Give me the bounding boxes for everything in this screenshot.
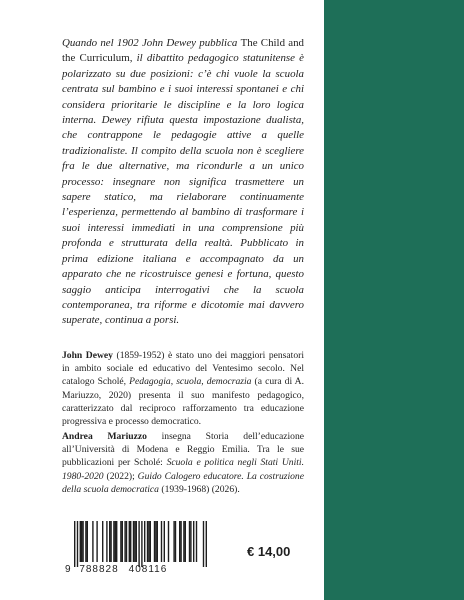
editor-bio-text-1: insegna Storia dell’educazione all’Università di Modena e Reggio Emilia. Tra le sue pubblicazioni per Scholé: [62,431,304,469]
barcode-bar [134,521,135,562]
cover-blurb [62,36,304,329]
isbn-barcode [62,519,222,574]
author-bio [62,349,304,428]
barcode-bar [196,521,197,562]
barcode-bar [92,521,93,562]
barcode-bar [154,521,155,562]
editor-name: Andrea Mariuzzo [62,431,147,442]
editor-bio-text-2: (2022); [103,470,138,482]
barcode-bar [206,521,207,567]
barcode-bar [77,521,78,567]
barcode-bar [115,521,116,562]
barcode-bar [138,521,139,567]
green-spine-stripe [324,0,464,600]
barcode-bar [129,521,130,562]
barcode-bar [126,521,127,562]
barcode-bar [183,521,184,562]
barcode-bar [130,521,131,562]
barcode-bar [110,521,111,562]
barcode-bar [173,521,174,562]
barcode-bar [203,521,204,567]
barcode-bar [81,521,82,562]
barcode-bar [141,521,142,567]
barcode-bar [116,521,117,562]
barcode-bar [147,521,148,562]
barcode-bar [193,521,194,562]
editor-bio-book-1: Scuola e politica negli Stati Uniti. 1980-2020 [62,457,304,482]
barcode-bar [155,521,156,562]
barcode-bar [109,521,110,562]
barcode-bar [106,521,107,562]
barcode-bar [122,521,123,562]
barcode-right-digits: 408116 [128,564,168,574]
barcode-bar [175,521,176,562]
author-name: John Dewey [62,350,113,361]
price-label: € 14,00 [247,544,291,559]
barcode-bar [144,521,145,562]
barcode-first-digit: 9 [65,564,71,574]
barcode-bar [74,521,75,567]
barcode-bar [136,521,137,562]
author-bio-book: Pedagogia, scuola, democrazia [129,376,252,388]
editor-bio [62,430,304,496]
blurb-book-title: The Child and the Curriculum [62,37,304,65]
barcode-bar [120,521,121,562]
blurb-text-2: , il dibattito pedagogico statunitense è polarizzato su due posizioni: c’è chi vuole la scuola centrata sul bambino e i suoi interessi spontanei e chi considera prioritarie le discipline e la loro logica interna. Dewey rifiuta questa impostazione dualista, che contrappone le pedagogie attive a quelle tradizionaliste. Il compito della scuola non è scegliere fra le due alternative, ma ricondurle a un unico processo: insegnare non significa trasmettere un sapere statico, ma rielaborare continuamente l’esperienza, permettendo al bambino di trasformare i suoi interessi immediati in una comprensione più profonda e strutturata della realtà. Pubblicato in prima edizione italiana e accompagnato da un apparato che ne ricostruisce genesi e fortuna, questo saggio anticipa interrogativi che la scuola contemporanea, tra riforme e dicotomie mai davvero superate, continua a porsi. [62,52,304,327]
barcode-bar [113,521,114,562]
barcode-bar [168,521,169,562]
blurb-text-1: Quando nel 1902 John Dewey pubblica [62,37,241,49]
barcode-bar [85,521,86,562]
barcode-bar [189,521,190,562]
editor-bio-text-3: (1939-1968) (2026). [158,483,240,495]
author-bio-text-2: (a cura di A. Mariuzzo, 2020) presenta il suo manifesto pedagogico, caratterizzato dal reciproco rafforzamento tra educazione progressiva e processo democratico. [62,376,304,428]
barcode-bar [180,521,181,562]
barcode-bar [161,521,162,562]
barcode-bar [80,521,81,562]
barcode-bar [179,521,180,562]
barcode-bar [96,521,97,562]
barcode-bar [82,521,83,562]
editor-bio-book-2: Guido Calogero educatore. La costruzione della scuola democratica [62,470,304,495]
barcode-bar [164,521,165,562]
barcode-bar [185,521,186,562]
barcode-bar [150,521,151,562]
author-bio-text-1: (1859-1952) è stato uno dei maggiori pensatori in ambito sociale ed educativo del Ventesimo secolo. Nel catalogo Scholé, [62,350,304,388]
barcode-bar [102,521,103,562]
barcode-left-digits: 788828 [79,564,119,574]
barcode-bar [124,521,125,562]
barcode-bar [190,521,191,562]
barcode-bar [157,521,158,562]
barcode-bar [87,521,88,562]
barcode-bar [133,521,134,562]
barcode-bar [148,521,149,562]
